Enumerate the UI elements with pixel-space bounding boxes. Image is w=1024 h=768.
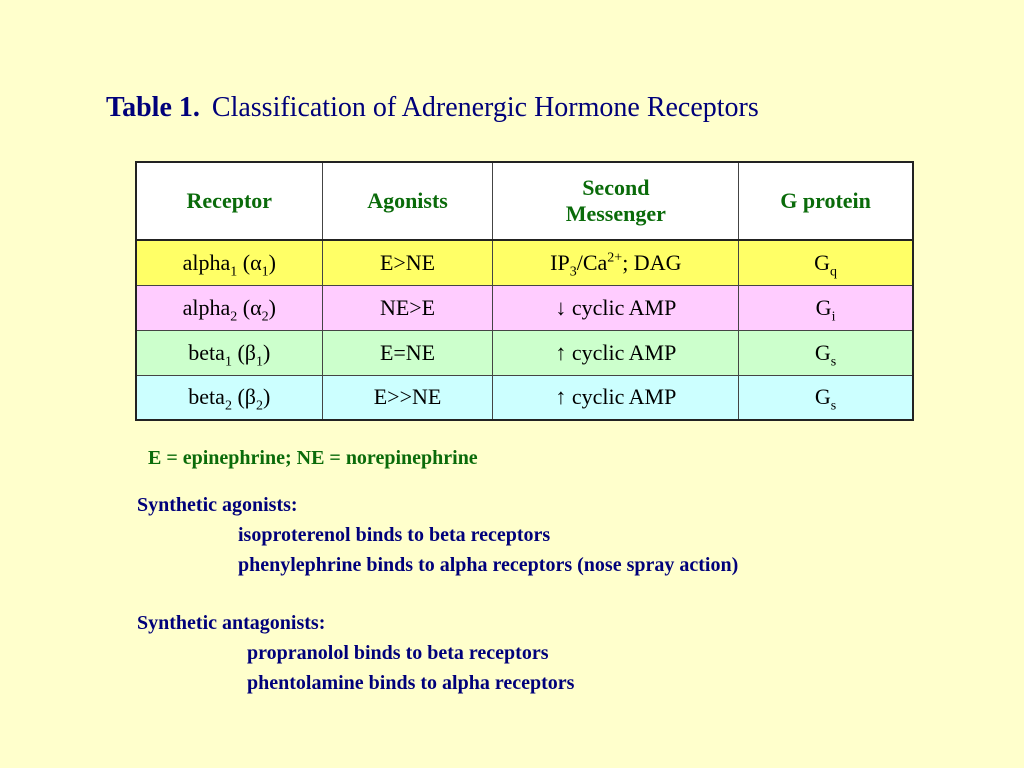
arrow-up-icon: ↑ bbox=[555, 339, 567, 365]
cell-second-messenger: $IP_3/Ca^{2+}$; DAG bbox=[493, 240, 739, 285]
synthetic-agonists-section bbox=[137, 490, 738, 580]
cell-agonists: E>>NE bbox=[322, 375, 493, 420]
list-item: phenylephrine binds to alpha receptors (nose spray action) bbox=[238, 554, 739, 576]
header-second-messenger bbox=[493, 162, 739, 240]
abbreviation-note: E = epinephrine; NE = norepinephrine bbox=[148, 447, 478, 469]
arrow-down-icon: ↓ bbox=[555, 294, 567, 320]
list-item: isoproterenol binds to beta receptors bbox=[238, 524, 551, 546]
list-item: propranolol binds to beta receptors bbox=[247, 642, 549, 664]
cell-receptor: alpha$_2$ $(\alpha_2)$ bbox=[136, 285, 322, 330]
table-row bbox=[136, 240, 913, 285]
page-title bbox=[106, 92, 759, 124]
list-item: phentolamine binds to alpha receptors bbox=[247, 672, 575, 694]
synthetic-antagonists-section bbox=[137, 608, 574, 698]
cell-agonists: NE>E bbox=[322, 285, 493, 330]
header-agonists: Agonists bbox=[322, 162, 493, 240]
cell-g-protein: $G_s$ bbox=[739, 375, 913, 420]
cell-agonists: E=NE bbox=[322, 330, 493, 375]
cell-receptor: beta$_1$ $(\beta_1)$ bbox=[136, 330, 322, 375]
cell-receptor: alpha$_1$ $(\alpha_1)$ bbox=[136, 240, 322, 285]
cell-second-messenger: ↓ cyclic AMP bbox=[493, 285, 739, 330]
synthetic-agonists-heading: Synthetic agonists: bbox=[137, 494, 298, 516]
title-text: Classification of Adrenergic Hormone Receptors bbox=[211, 92, 759, 123]
cell-second-messenger: ↑ cyclic AMP bbox=[493, 375, 739, 420]
header-receptor: Receptor bbox=[136, 162, 322, 240]
cell-g-protein: $G_i$ bbox=[739, 285, 913, 330]
cell-second-messenger: ↑ cyclic AMP bbox=[493, 330, 739, 375]
table-row bbox=[136, 285, 913, 330]
header-second-messenger-line1: Second bbox=[582, 175, 650, 200]
synthetic-antagonists-heading: Synthetic antagonists: bbox=[137, 612, 326, 634]
cell-g-protein: $G_s$ bbox=[739, 330, 913, 375]
table-row bbox=[136, 330, 913, 375]
table-header-row bbox=[136, 162, 913, 240]
header-g-protein: G protein bbox=[739, 162, 913, 240]
header-second-messenger-line2: Messenger bbox=[565, 201, 666, 226]
receptor-classification-table bbox=[135, 161, 914, 421]
table-row bbox=[136, 375, 913, 420]
cell-agonists: E>NE bbox=[322, 240, 493, 285]
cell-g-protein: $G_q$ bbox=[739, 240, 913, 285]
arrow-up-icon: ↑ bbox=[555, 384, 567, 410]
cell-receptor: beta$_2$ $(\beta_2)$ bbox=[136, 375, 322, 420]
title-lead: Table 1. bbox=[106, 92, 200, 123]
